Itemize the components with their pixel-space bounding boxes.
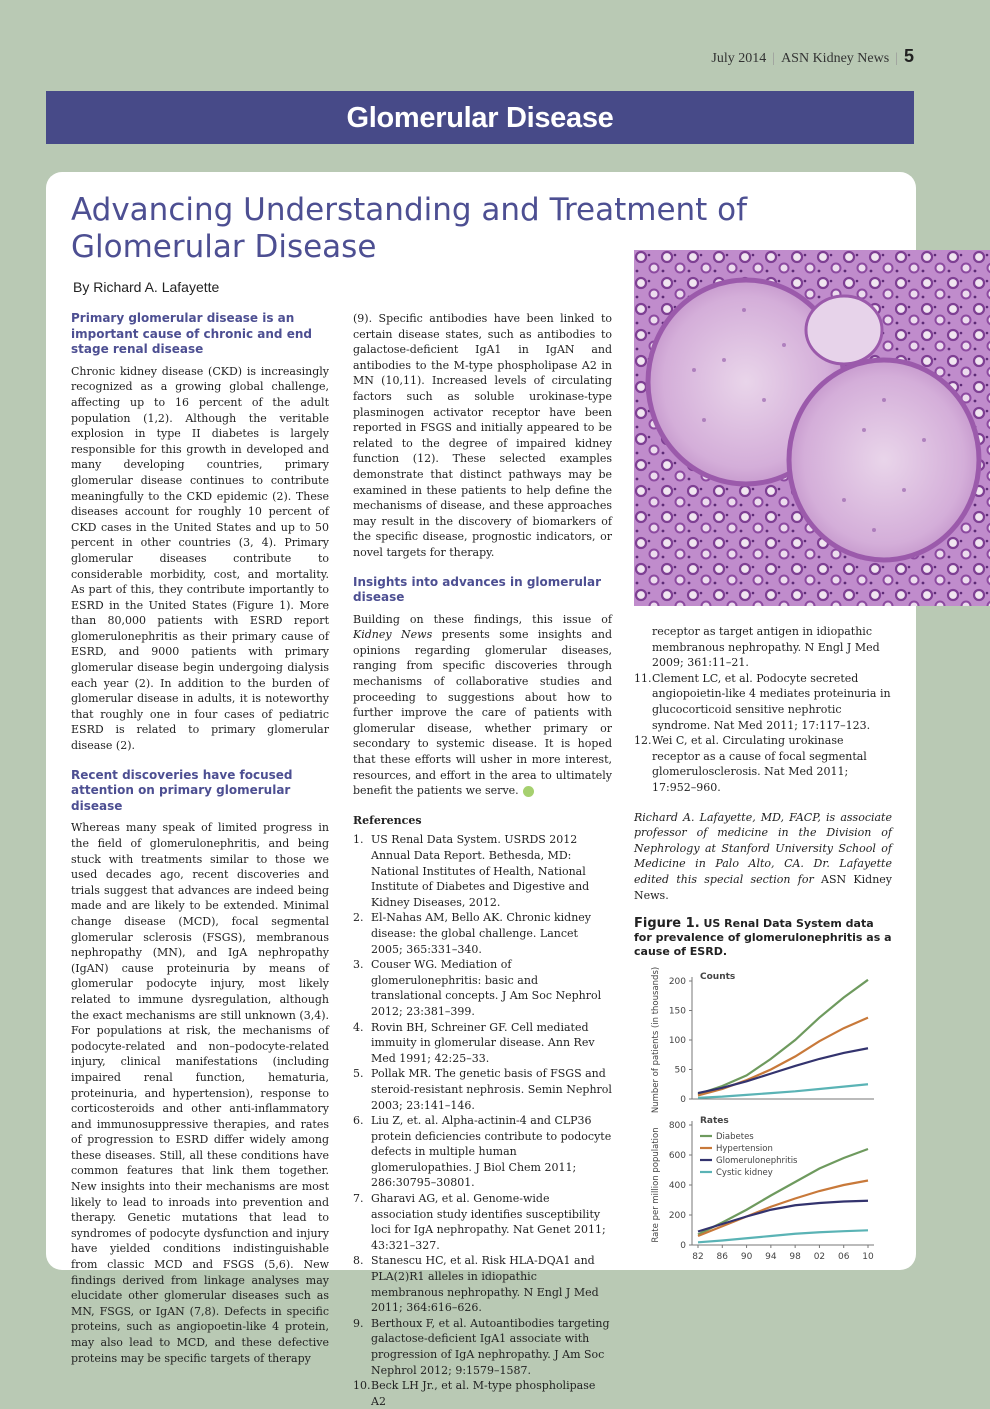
paragraph: Building on these findings, this issue of Kidney News presents some insights and opinions regarding glomerular diseases, ranging from specific discoveries through mechanisms of collaborative studies and proceeding to suggestions about how to further improve the care of patients with glomerular disease, whether primary or secondary to systemic disease. It is hoped that these efforts will usher in more interest, resources, and effort in the area to ultimately benefit the patients we serve. (353, 612, 612, 798)
reference-item: receptor as target antigen in idiopathic membranous nephropathy. N Engl J Med 2009; 361:11–21. (652, 625, 880, 670)
end-mark-icon (523, 786, 534, 797)
column-1 (71, 311, 329, 1366)
series-line-diabetes (698, 980, 868, 1094)
reference-item: 1. US Renal Data System. USRDS 2012 Annual Data Report. Bethesda, MD: National Institutes of Health, National Institute of Diabetes and Digestive and Kidney Diseases, 2012. (353, 833, 590, 909)
y-tick-label: 800 (668, 1121, 686, 1132)
legend-label: Glomerulonephritis (716, 1156, 798, 1167)
references-list-continued (634, 671, 892, 796)
article-card (46, 172, 916, 1408)
line-chart (634, 965, 892, 1265)
references-list (353, 832, 612, 1409)
y-tick-label: 200 (668, 977, 686, 988)
y-tick-label: 0 (680, 1095, 686, 1106)
paragraph: Whereas many speak of limited progress in the field of glomerulonephritis, and being stuck with treatments similar to those we used decades ago, recent discoveries and trials suggest that advances are indeed being made and are likely to be extended. Minimal change disease (MCD), focal segmental glomerular sclerosis (FSGS), membranous nephropathy (MN), and IgA nephropathy (IgAN) cause proteinuria by means of glomerular podocyte injury, most likely related to immune dysregulation, although the exact mechanisms are still unknown (3,4). For populations at risk, the mechanisms of podocyte-related and non–podocyte-related injury, clinical manifestations (including impaired renal function, hematuria, proteinuria, and hypertension), response to corticosteroids and other anti-inflammatory and immunosuppressive therapies, and rates of progression to ESRD differ widely among these diseases. Still, all these conditions have common features that link them together. New insights into their mechanisms are most likely to lead to inroads into prevention and therapy. Genetic mutations that lead to syndromes of podocyte dysfunction and injury have yielded conditions indistinguishable from classic MCD and FSGS (5,6). New findings derived from linkage analyses may elucidate other glomerular diseases such as MN, FSGS, or IgAN (7,8). Defects in specific proteins, such as angiopoetin-like 4 protein, may also lead to MCD, and these defective proteins may be specific targets of therapy (71, 821, 329, 1365)
y-tick-label: 0 (680, 1241, 686, 1252)
kidney-micrograph-image (634, 250, 990, 606)
figure-caption: Figure 1. US Renal Data System data for prevalence of glomerulonephritis as a cause of ESRD. (634, 916, 892, 959)
running-header: July 2014 | ASN Kidney News | 5 (711, 46, 914, 66)
x-tick-label: 94 (765, 1252, 777, 1263)
figure-1-chart (634, 965, 892, 1270)
paragraph: (9). Specific antibodies have been linked to certain disease states, such as antibodies to galactose-deficient IgA1 in IgAN and antibodies to the M-type phospholipase A2 in MN (10,11). Increased levels of circulating factors such as soluble urokinase-type plasminogen activator receptor have been reported in FSGS and initially appeared to be related to the degree of impaired kidney function (12). These selected examples demonstrate that distinct pathways may be examined in these patients to help define the mechanisms of disease, and these approaches may result in the discovery of biomarkers of the specific disease, prognostic indicators, or novel targets for therapy. (353, 312, 612, 559)
y-tick-label: 100 (668, 1036, 686, 1047)
x-tick-label: 82 (692, 1252, 704, 1263)
subhead: Primary glomerular disease is an important cause of chronic and end stage renal disease (71, 311, 312, 357)
reference-item: 9. Berthoux F, et al. Autoantibodies targeting galactose-deficient IgA1 associate with progression of IgA nephropathy. J Am Soc Nephrol 2012; 9:1579–1587. (353, 1316, 610, 1377)
reference-item: 6. Liu Z, et. al. Alpha-actinin-4 and CLP36 protein deficiencies contribute to podocyte defects in multiple human glomerulopathies. J Biol Chem 2011; 286:30795–30801. (353, 1114, 612, 1190)
y-tick-label: 150 (668, 1006, 686, 1017)
x-tick-label: 02 (813, 1252, 826, 1263)
y-tick-label: 600 (668, 1151, 686, 1162)
issue-date: July 2014 (711, 51, 767, 66)
column-2 (353, 311, 612, 1409)
x-tick-label: 06 (837, 1252, 850, 1263)
reference-item: 2. El-Nahas AM, Bello AK. Chronic kidney disease: the global challenge. Lancet 2005; 365:331–340. (353, 911, 592, 956)
chart-title: Rates (700, 1116, 729, 1127)
reference-item: 10. Beck LH Jr., et al. M-type phospholipase A2 (353, 1379, 596, 1408)
series-line-cystic-kidney (698, 1230, 868, 1242)
references-heading: References (353, 813, 422, 827)
reference-item: 3. Couser WG. Mediation of glomerulonephritis: basic and translational concepts. J Am Soc Nephrol 2012; 23:381–399. (353, 958, 602, 1018)
y-tick-label: 200 (668, 1211, 686, 1222)
article-title: Advancing Understanding and Treatment of Glomerular Disease (71, 192, 748, 265)
author-bio: Richard A. Lafayette, MD, FACP, is associate professor of medicine in the Division of Nephrology at Stanford University School of Medicine in Palo Alto, CA. Dr. Lafayette edited this special section for ASN Kidney News. (634, 810, 893, 902)
y-tick-label: 400 (668, 1181, 686, 1192)
page-number: 5 (903, 46, 914, 66)
x-tick-label: 90 (740, 1252, 753, 1263)
x-tick-label: 98 (789, 1252, 801, 1263)
y-tick-label: 50 (674, 1065, 686, 1076)
byline: By Richard A. Lafayette (73, 279, 220, 295)
column-3 (634, 624, 892, 1270)
x-tick-label: 10 (862, 1252, 874, 1263)
reference-item: 8. Stanescu HC, et al. Risk HLA-DQA1 and PLA(2)R1 alleles in idiopathic membranous nephropathy. N Engl J Med 2011; 364:616–626. (353, 1254, 599, 1315)
reference-item: 4. Rovin BH, Schreiner GF. Cell mediated immuity in glomerular disease. Ann Rev Med 1991; 42:25–33. (353, 1020, 595, 1065)
reference-item: 7. Gharavi AG, et al. Genome-wide association study identifies susceptibility loci for IgA nephropathy. Nat Genet 2011; 43:321–327. (353, 1192, 606, 1252)
legend-label: Cystic kidney (716, 1168, 773, 1179)
chart-title: Counts (700, 972, 736, 983)
publication-name: ASN Kidney News (781, 51, 890, 66)
reference-item: 5. Pollak MR. The genetic basis of FSGS and steroid-resistant nephrosis. Semin Nephrol 2003; 23:141–146. (353, 1067, 612, 1112)
y-axis-label: Number of patients (in thousands) (651, 966, 661, 1114)
y-axis-label: Rate per million population (651, 1127, 661, 1243)
paragraph: Chronic kidney disease (CKD) is increasingly recognized as a growing global challenge, affecting up to 16 percent of the adult population (1,2). Although the veritable explosion in type II diabetes is largely responsible for this growth in developed and many developing countries, primary glomerular disease continues to contribute meaningfully to the CKD epidemic (2). These diseases account for roughly 10 percent of CKD cases in the United States and up to 50 percent in other countries (3, 4). Primary glomerular diseases contribute to considerable morbidity, cost, and mortality. As part of this, they contribute importantly to ESRD in the United States (Figure 1). More than 80,000 patients with ESRD report glomerulonephritis as their primary cause of ESRD, and 9000 patients with primary glomerular disease begin undergoing dialysis each year (2). In addition to the burden of glomerular disease in adults, it is noteworthy that roughly one in four cases of pediatric ESRD is related to primary glomerular disease (2). (71, 364, 329, 753)
subhead: Insights into advances in glomerular disease (353, 574, 602, 605)
reference-item: 12. Wei C, et al. Circulating urokinase receptor as a cause of focal segmental glomerulosclerosis. Nat Med 2011; 17:952–960. (634, 734, 867, 794)
x-tick-label: 86 (716, 1252, 729, 1263)
reference-item: 11. Clement LC, et al. Podocyte secreted angiopoietin-like 4 mediates proteinuria in glucocorticoid sensitive nephrotic syndrome. Nat Med 2011; 17:117–123. (634, 671, 891, 732)
legend-label: Hypertension (716, 1144, 773, 1155)
section-banner: Glomerular Disease (46, 91, 914, 144)
subhead: Recent discoveries have focused attention on primary glomerular disease (71, 767, 293, 813)
series-line-hypertension (698, 1018, 868, 1096)
legend-label: Diabetes (716, 1132, 754, 1143)
